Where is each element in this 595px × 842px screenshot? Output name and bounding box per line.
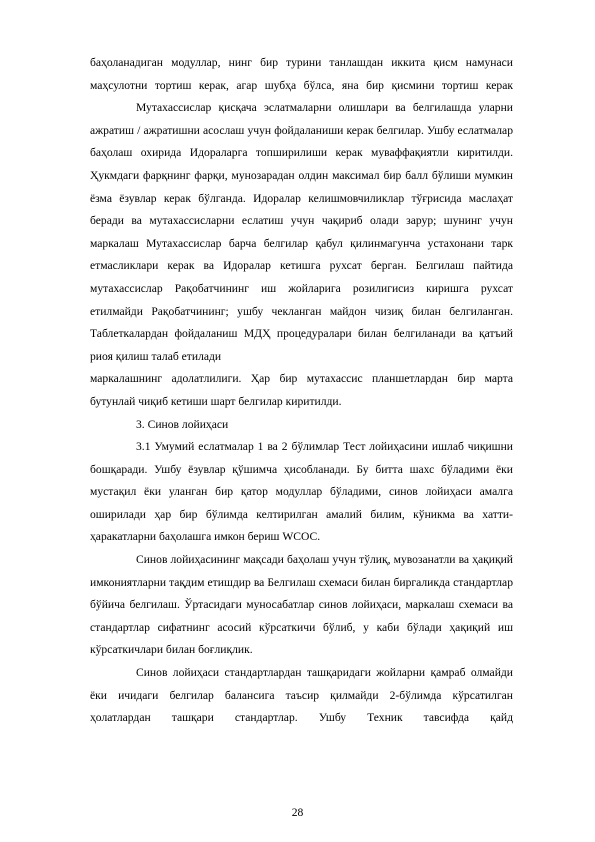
paragraph-1: баҳоланадиган модуллар, нинг бир турини танлашдан иккита қисм намунаси маҳсулотни тортиш керак, агар шубҳа бўлса, яна бир қисмини тортиш керак: [90, 56, 513, 92]
paragraph-3: маркалашнинг адолатлилиги. Ҳар бир мутахассис планшетлардан бир марта бутунлай чиқиб кетиши шарт белгилар киритилди.: [90, 372, 513, 408]
paragraph-4: 3.1 Умумий еслатмалар 1 ва 2 бўлимлар Тест лойиҳасини ишлаб чиқишни бошқаради. Ушбу ёзувлар қўшимча ҳисобланади. Бу битта шахс бўладими ёки мустақил ёки уланган бир қатор модуллар бўладими, синов лойиҳаси амалга оширилади ҳар бир бўлимда келтирилган амалий билим, кўникма ва хатти-ҳаракатларни баҳолашга имкон бериш WCОС.: [90, 440, 513, 544]
paragraph-2: Мутахассислар қисқача эслатмаларни олишлари ва белгилашда уларни ажратиш / ажратишни асослаш учун фойдаланиши керак белгилар. Ушбу еслатмалар баҳолаш охирида Идораларга топширилиши керак муваффақиятли киритилди. Ҳукмдаги фарқнинг фарқи, мунозарадан олдин максимал бир балл бўлиши мумкин ёзма ёзувлар керак бўлганда. Идоралар келишмовчиликлар тўғрисида маслаҳат беради ва мутахассисларни еслатиш учун чақириб олади зарур; шунинг учун маркалаш Мутахассислар барча белгилар қабул қилинмагунча устахонани тарк етмасликлари керак ва Идоралар кетишга рухсат берган. Белгилаш пайтида мутахассислар Рақобатчининг иш жойларига розилигисиз киришга рухсат етилмайди Рақобатчининг; ушбу чекланган майдон чизиқ билан белгиланган. Таблеткалардан фойдаланиш МДҲ процедуралари билан белгиланади ва қатъий риоя қилиш талаб етилади: [90, 101, 513, 363]
document-page: [90, 52, 513, 730]
section-heading: 3. Синов лойиҳаси: [136, 417, 229, 431]
paragraph-6: Синов лойиҳаси стандартлардан ташқаридаги жойларни қамраб олмайди ёки ичидаги белгилар балансига таъсир қилмайди 2-бўлимда кўрсатилган ҳолатлардан ташқари стандартлар. Ушбу Техник тавсифда қайд: [90, 666, 513, 725]
page-number: 28: [291, 806, 304, 819]
paragraph-5: Синов лойиҳасининг мақсади баҳолаш учун тўлиқ, мувозанатли ва ҳақиқий имкониятларни тақдим етишдир ва Белгилаш схемаси билан биргаликда стандартлар бўйича белгилаш. Ўртасидаги муносабатлар синов лойиҳаси, маркалаш схемаси ва стандартлар сифатнинг асосий кўрсаткичи бўлиб, у каби бўлади ҳақиқий иш кўрсаткичлари билан боғлиқлик.: [90, 553, 513, 657]
